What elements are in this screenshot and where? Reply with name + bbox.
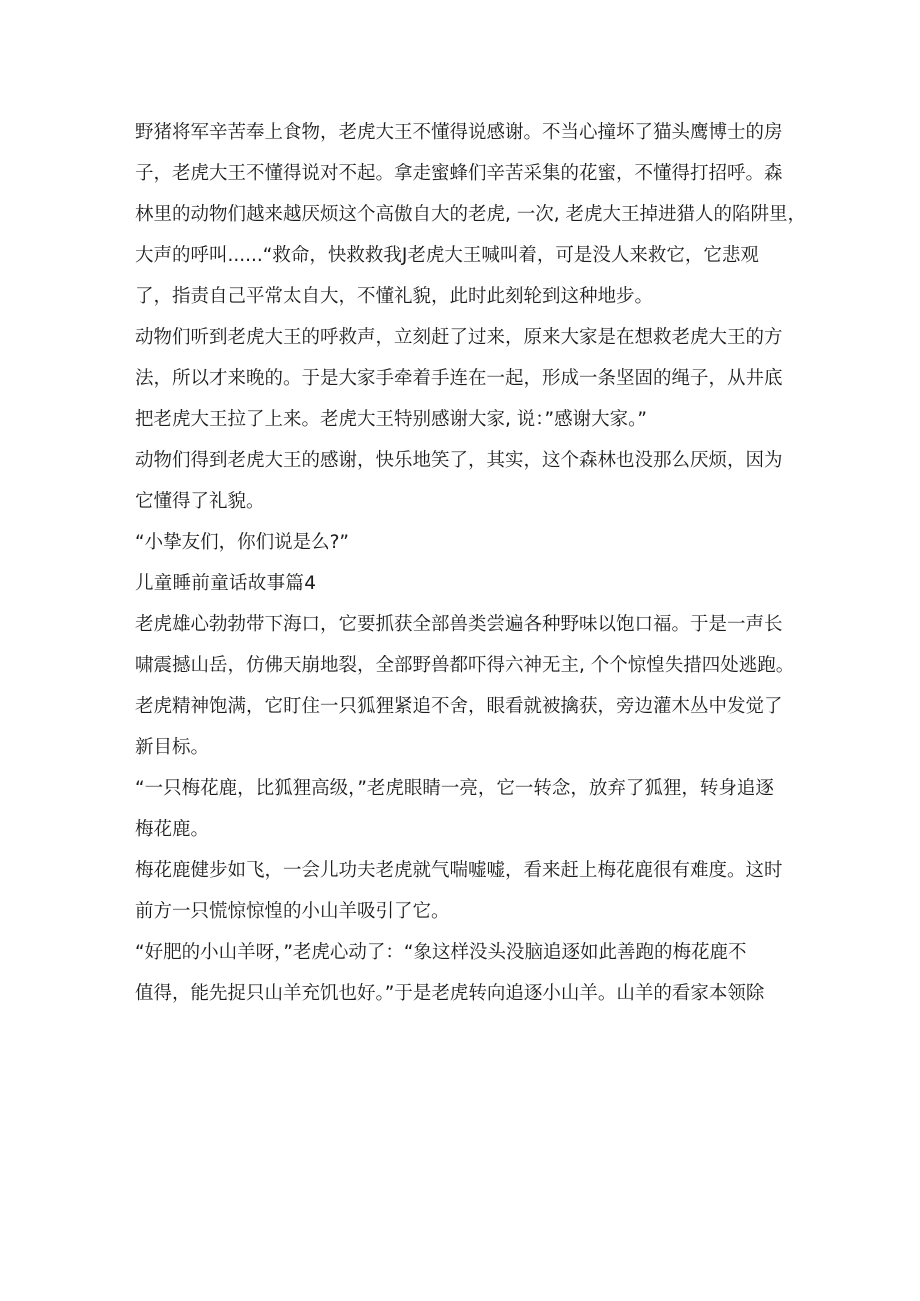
text-line: 它懂得了礼貌。 (135, 491, 265, 512)
text-line: 梅花鹿健步如飞，一会儿功夫老虎就气喘嘘嘘，看来赶上梅花鹿很有难度。这时 (135, 860, 783, 881)
text-line: 动物们听到老虎大王的呼救声，立刻赶了过来，原来大家是在想救老虎大王的方 (135, 327, 783, 348)
paragraph (135, 850, 795, 932)
text-line: 野猪将军辛苦奉上食物，老虎大王不懂得说感谢。不当心撞坏了猫头鹰博士的房 (135, 122, 783, 143)
paragraph (135, 317, 795, 440)
paragraph (135, 768, 795, 850)
text-line: 把老虎大王拉了上来。老虎大王特别感谢大家, 说：”感谢大家。” (135, 409, 647, 430)
text-line: 前方一只慌惊惊惶的小山羊吸引了它。 (135, 901, 450, 922)
paragraph (135, 522, 795, 563)
text-line: 老虎精神饱满，它盯住一只狐狸紧追不舍，眼看就被擒获，旁边灌木丛中发觉了 (135, 696, 783, 717)
text-line: 子，老虎大王不懂得说对不起。拿走蜜蜂们辛苦采集的花蜜，不懂得打招呼。森 (135, 163, 783, 184)
paragraph (135, 932, 795, 1014)
heading-text: 儿童睡前童话故事篇4 (135, 573, 317, 594)
text-line: “好肥的小山羊呀，”老虎心动了：“象这样没头没脑追逐如此善跑的梅花鹿不 (135, 942, 747, 963)
text-line: 啸震撼山岳，仿佛天崩地裂，全部野兽都吓得六神无主, 个个惊惶失措四处逃跑。 (135, 655, 795, 676)
text-line: “小挚友们，你们说是么?” (135, 532, 349, 553)
text-line: “一只梅花鹿，比狐狸高级，”老虎眼睛一亮，它一转念，放弃了狐狸，转身追逐 (135, 778, 774, 799)
text-line: 动物们得到老虎大王的感谢，快乐地笑了，其实，这个森林也没那么厌烦，因为 (135, 450, 783, 471)
document-body (135, 112, 807, 1014)
paragraph (135, 440, 795, 522)
text-line: 法，所以才来晚的。于是大家手牵着手连在一起，形成一条坚固的绳子，从井底 (135, 368, 783, 389)
text-line: 值得，能先捉只山羊充饥也好。”于是老虎转向追逐小山羊。山羊的看家本领除 (135, 983, 765, 1004)
paragraph (135, 604, 795, 768)
text-line: 大声的呼叫......“救命，快救救我J老虎大王喊叫着，可是没人来救它，它悲观 (135, 245, 759, 266)
text-line: 老虎雄心勃勃带下海口，它要抓获全部兽类尝遍各种野味以饱口福。于是一声长 (135, 614, 783, 635)
paragraph (135, 112, 807, 317)
section-heading (135, 563, 795, 604)
text-line: 林里的动物们越来越厌烦这个高傲自大的老虎, 一次, 老虎大王掉进猎人的陷阱里， (135, 204, 807, 225)
text-line: 新目标。 (135, 737, 210, 758)
text-line: 梅花鹿。 (135, 819, 210, 840)
text-line: 了，指责自己平常太自大，不懂礼貌，此时此刻轮到这种地步。 (135, 286, 654, 307)
